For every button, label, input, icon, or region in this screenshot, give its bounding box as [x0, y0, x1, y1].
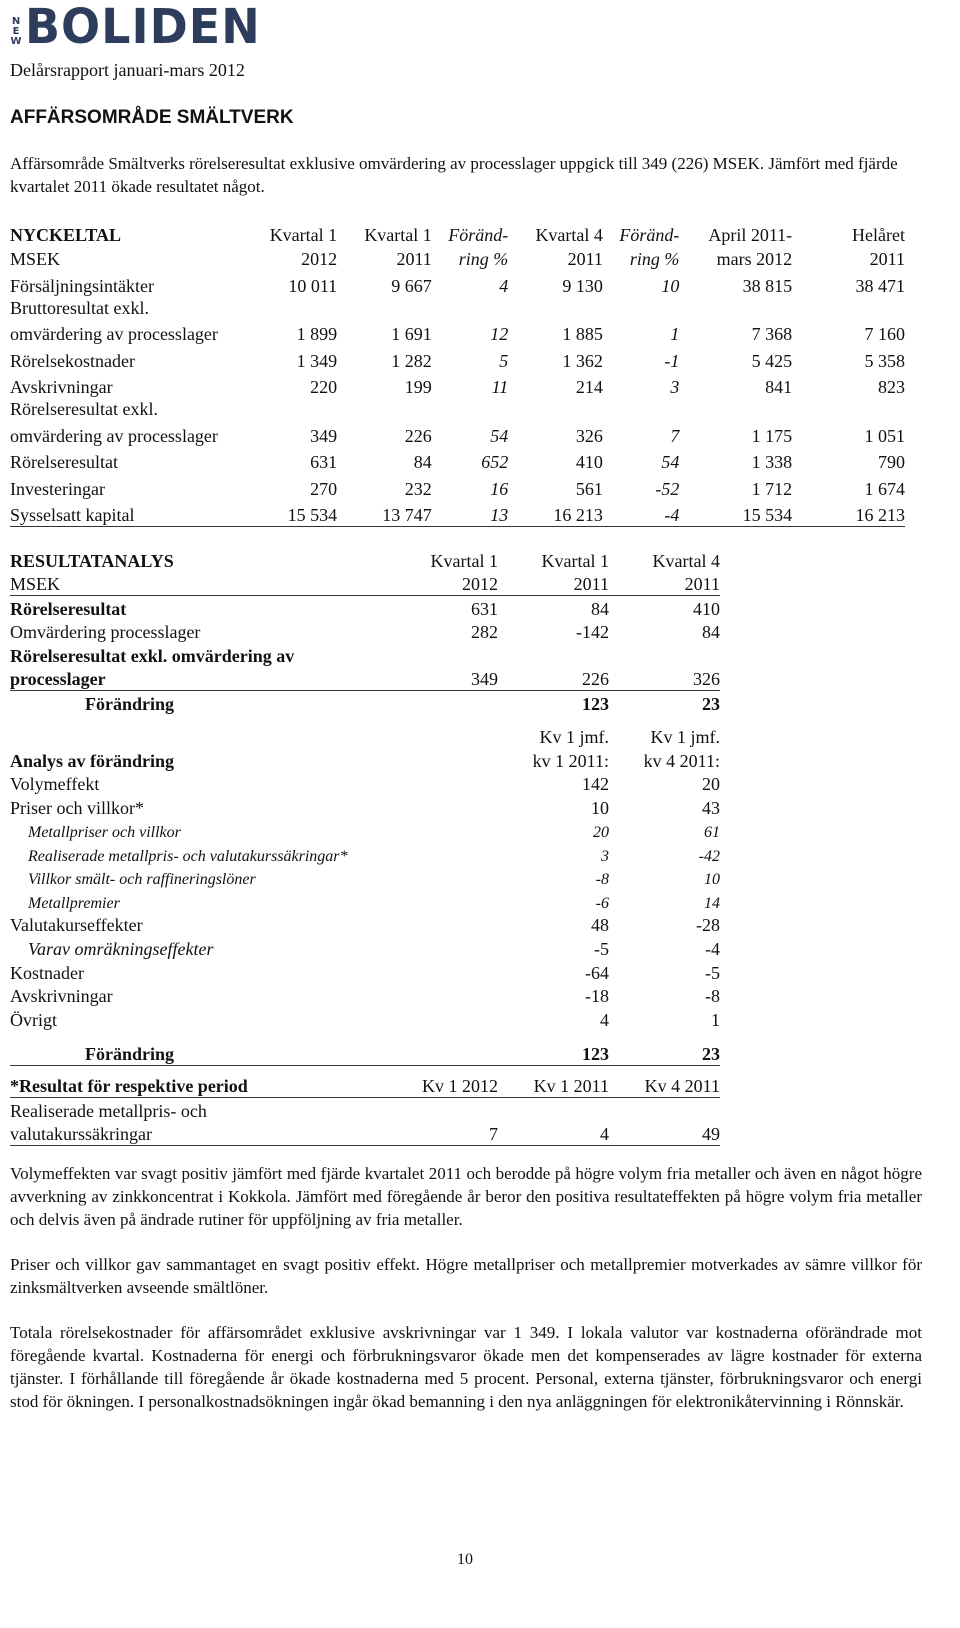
analysis-title: Analys av förändring [10, 750, 175, 771]
cell-value: -28 [696, 915, 720, 935]
table-row [10, 345, 905, 372]
cell-value: 12 [490, 324, 509, 344]
resultatanalys-table [10, 548, 720, 1146]
row-label: Sysselsatt kapital [10, 500, 252, 527]
column-header: Kvartal 4 [535, 225, 603, 245]
cell-value: 199 [404, 377, 432, 397]
cell-value: 43 [702, 797, 720, 818]
cell-value: 270 [310, 478, 338, 499]
row-label: Metallpremier [28, 894, 120, 912]
cell-value: 15 534 [679, 500, 792, 527]
cell-value: 142 [582, 774, 609, 794]
cell-value: -8 [705, 986, 720, 1006]
column-header: Kvartal 1 [430, 550, 498, 571]
row-label: Priser och villkor* [10, 797, 144, 818]
cell-value: 10 [704, 871, 720, 888]
cell-value: 10 [591, 797, 609, 818]
change-row: Förändring 123 23 [10, 1031, 720, 1066]
nyckeltal-header-row-1 [10, 222, 905, 246]
cell-value: 16 213 [792, 500, 905, 527]
cell-value: 823 [878, 377, 905, 397]
resultatanalys-header-row-2 [10, 572, 720, 596]
cell-value: 9 667 [391, 275, 432, 296]
cell-value: 11 [491, 377, 509, 397]
row-label: omvärdering av processlager [10, 425, 218, 446]
column-header: ring % [458, 249, 509, 269]
row-label: Investeringar [10, 478, 105, 499]
nyckeltal-body [10, 270, 905, 527]
analysis-row [10, 795, 720, 819]
cell-value: 790 [878, 452, 905, 472]
analysis-row [10, 866, 720, 890]
cell-value: 1 051 [864, 425, 905, 446]
cell-value: 1 282 [391, 350, 432, 371]
cell-value: 4 [600, 1009, 609, 1030]
cell-value: 1 674 [864, 478, 905, 499]
column-header: Föränd- [448, 225, 509, 245]
cell-value: 561 [575, 478, 603, 499]
resultatanalys-header-row-1 [10, 548, 720, 572]
column-header: Kvartal 4 [652, 550, 720, 571]
row-label: Metallpriser och villkor [28, 824, 181, 841]
cell-value: 38 471 [855, 275, 905, 296]
column-header: Föränd- [619, 225, 680, 245]
cell-value: 48 [591, 915, 609, 935]
nyckeltal-table [10, 222, 905, 527]
cell-value: 20 [593, 824, 609, 841]
analysis-row [10, 984, 720, 1008]
cell-value: 631 [310, 452, 338, 472]
paragraph-costs: Totala rörelsekostnader för affärsområdet exklusive avskrivningar var 1 349. I lokala valutor var kostnaderna oförändrade mot föregående kvartal. Kostnaderna för energi och förbrukningsvaror ökade men det kompenserades av lägre kostnader för externa tjänster. I förhållande till föregående år ökade kostnaderna med 5 procent. Personal, externa tjänster, förbrukningsvaror och energi stod för ökningen. I personalkostnadsökningen ingår ökad bemanning i den nya anläggningen för elektronikåtervinning i Rönnskär. [10, 1323, 922, 1411]
cell-value: 20 [702, 774, 720, 794]
cell-value: -64 [585, 962, 609, 983]
analysis-row [10, 936, 720, 960]
cell-value: -1 [664, 350, 680, 371]
column-header: 2012 [301, 249, 338, 269]
row-label: Rörelsekostnader [10, 350, 135, 371]
cell-value: 652 [481, 452, 509, 472]
analysis-row [10, 889, 720, 913]
table-row [10, 500, 905, 527]
cell-value: 3 [601, 847, 609, 865]
cell-value: 1 362 [562, 350, 603, 371]
analysis-row [10, 842, 720, 866]
table-row [10, 447, 905, 474]
paragraph-prices: Priser och villkor gav sammantaget en svagt positiv effekt. Högre metallpriser och metallpremier motverkades av sämre villkor för zinksmältverken avseende smältlöner. [10, 1255, 922, 1297]
cell-value: 4 [499, 275, 509, 296]
table-row: Omvärdering processlager 282 -142 84 [10, 622, 720, 642]
table-row [10, 319, 905, 346]
change-row: Förändring 123 23 [85, 693, 720, 714]
column-header: 2011 [567, 249, 603, 269]
boliden-logo [10, 0, 261, 55]
analysis-row [10, 772, 720, 796]
cell-value: 220 [310, 377, 338, 397]
cell-value: 5 358 [864, 350, 905, 371]
cell-value: 841 [765, 377, 793, 397]
column-header: Kvartal 1 [269, 225, 338, 245]
column-header: 2011 [609, 572, 720, 596]
row-label: Kostnader [10, 962, 84, 983]
intro-paragraph: Affärsområde Smältverks rörelseresultat exklusive omvärdering av processlager uppgick till 349 (226) MSEK. Jämfört med fjärde kvartalet 2011 ökade resultatet något. [10, 154, 898, 196]
cell-value: 10 [661, 275, 680, 296]
cell-value: 16 213 [508, 500, 603, 527]
table-row: Realiserade metallpris- och [10, 1100, 207, 1121]
paragraph-volume: Volymeffekten var svagt positiv jämfört med fjärde kvartalet 2011 och berodde på högre volym fria metaller och även en något högre avverkning av zinkkoncentrat i Kokkola. Jämfört med föregående år beror den positiva resultateffekten på högre volym fria metaller och delvis även på ändrade rutiner för uppföljning av fria metaller. [10, 1164, 922, 1229]
column-header: 2011 [498, 572, 609, 596]
analysis-header-row-1: Kv 1 jmf. Kv 1 jmf. [539, 727, 720, 747]
cell-value: 1 175 [751, 425, 793, 446]
column-header: Kvartal 1 [364, 225, 432, 245]
row-label: Realiserade metallpris- och valutakurssäkringar* [28, 847, 348, 865]
nyckeltal-header-row-2 [10, 246, 905, 270]
logo-new-mark: N E W [10, 16, 22, 47]
period-header-row: *Resultat för respektive period Kv 1 2012 Kv 1 2011 Kv 4 2011 [10, 1074, 720, 1098]
cell-value: -52 [655, 478, 680, 499]
column-header: 2011 [869, 249, 905, 269]
row-label: Rörelseresultat [10, 452, 118, 472]
page-number: 10 [457, 1551, 473, 1568]
cell-value: 1 338 [751, 452, 793, 472]
analysis-header-row-2: Analys av förändring kv 1 2011: kv 4 2011: [10, 748, 720, 772]
unit-label: MSEK [10, 249, 61, 269]
report-title: Delårsrapport januari-mars 2012 [10, 60, 245, 80]
table-row: Rörelseresultat exkl. omvärdering av [10, 645, 295, 666]
cell-value: 10 011 [288, 275, 338, 296]
cell-value: 14 [704, 894, 720, 912]
nyckeltal-title: NYCKELTAL [10, 225, 122, 245]
analysis-row [10, 1007, 720, 1031]
cell-value: 1 899 [296, 324, 338, 344]
row-label: Volymeffekt [10, 774, 100, 794]
column-header: ring % [629, 249, 680, 269]
row-label: Avskrivningar [10, 986, 113, 1006]
table-row: processlager 349 226 326 [10, 667, 720, 691]
column-header: Helåret [852, 225, 905, 245]
cell-value: 13 747 [337, 500, 432, 527]
cell-value: -5 [705, 962, 720, 983]
column-header: 2011 [396, 249, 432, 269]
cell-value: -5 [594, 939, 609, 959]
resultatanalys-title: RESULTATANALYS [10, 550, 174, 571]
cell-value: 7 160 [864, 324, 905, 344]
cell-value: 410 [575, 452, 603, 472]
table-row [10, 372, 905, 399]
cell-value: 9 130 [562, 275, 603, 296]
table-row [10, 473, 905, 500]
cell-value: 5 425 [751, 350, 793, 371]
cell-value: 3 [670, 377, 680, 397]
cell-value: 214 [575, 377, 603, 397]
row-label: Försäljningsintäkter [10, 275, 154, 296]
analysis-row [10, 960, 720, 984]
cell-value: 226 [404, 425, 432, 446]
cell-value: 84 [413, 452, 432, 472]
table-row [10, 420, 905, 447]
cell-value: 61 [704, 824, 720, 841]
row-label: Avskrivningar [10, 377, 113, 397]
cell-value: 1 691 [391, 324, 432, 344]
unit-label: MSEK [10, 572, 390, 596]
cell-value: 7 368 [751, 324, 793, 344]
cell-value: 54 [490, 425, 509, 446]
table-row: valutakurssäkringar 7 4 49 [10, 1122, 720, 1146]
cell-value: 54 [661, 452, 680, 472]
row-label: Varav omräkningseffekter [28, 939, 214, 959]
cell-value: 1 [670, 324, 680, 344]
analysis-row [10, 913, 720, 937]
logo-wordmark: BOLIDEN [25, 0, 261, 55]
column-header: April 2011- [708, 225, 793, 245]
column-header: 2012 [390, 572, 498, 596]
table-row: Rörelseresultat 631 84 410 [10, 598, 720, 619]
cell-value: 232 [404, 478, 432, 499]
analysis-row [10, 819, 720, 843]
cell-value: 349 [310, 425, 338, 446]
cell-value: 16 [490, 478, 509, 499]
row-label: Valutakurseffekter [10, 915, 143, 935]
table-row-label: Bruttoresultat exkl. [10, 297, 149, 318]
cell-value: 15 534 [252, 500, 338, 527]
cell-value: -4 [705, 939, 720, 959]
cell-value: -6 [595, 894, 609, 912]
column-header: Kvartal 1 [541, 550, 609, 571]
cell-value: -42 [698, 847, 720, 865]
analysis-body [10, 772, 720, 1031]
row-label: Övrigt [10, 1009, 57, 1030]
cell-value: -4 [603, 500, 680, 527]
cell-value: 38 815 [742, 275, 793, 296]
cell-value: 7 [670, 425, 680, 446]
column-header: mars 2012 [716, 249, 793, 269]
row-label: Villkor smält- och raffineringslöner [28, 871, 256, 888]
table-row-label: Rörelseresultat exkl. [10, 399, 158, 419]
cell-value: 1 [711, 1009, 720, 1030]
cell-value: -18 [585, 986, 609, 1006]
cell-value: 1 885 [562, 324, 603, 344]
cell-value: 13 [432, 500, 509, 527]
cell-value: 1 712 [751, 478, 793, 499]
section-title: AFFÄRSOMRÅDE SMÄLTVERK [10, 107, 294, 128]
cell-value: 1 349 [296, 350, 338, 371]
row-label: omvärdering av processlager [10, 324, 218, 344]
cell-value: 5 [499, 350, 509, 371]
cell-value: -8 [595, 871, 609, 888]
table-row [10, 270, 905, 297]
cell-value: 326 [575, 425, 603, 446]
